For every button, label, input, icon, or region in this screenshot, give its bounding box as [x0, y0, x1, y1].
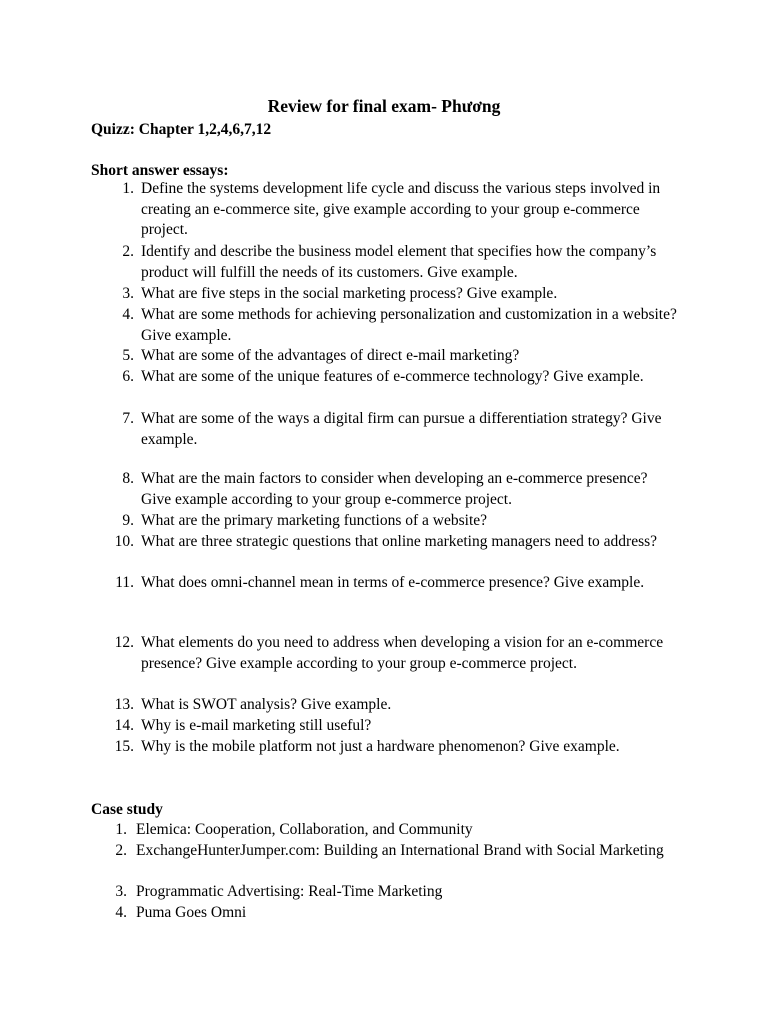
- list-item-number: 3.: [115, 883, 127, 900]
- quiz-chapters: Quizz: Chapter 1,2,4,6,7,12: [91, 121, 272, 138]
- list-item-number: 4.: [115, 904, 127, 921]
- list-item-text: What is SWOT analysis? Give example.: [141, 696, 392, 713]
- list-item-text: What does omni-channel mean in terms of e-commerce presence? Give example.: [141, 574, 645, 591]
- list-item-text: ExchangeHunterJumper.com: Building an International Brand with Social Marketing: [136, 842, 664, 859]
- list-item-number: 13.: [114, 696, 134, 713]
- list-item-text: What are five steps in the social marketing process? Give example.: [141, 285, 558, 302]
- list-item-text: What are some methods for achieving personalization and customization in a website? Give example.: [141, 306, 677, 344]
- list-item-text: What are some of the ways a digital firm can pursue a differentiation strategy? Give example.: [141, 410, 662, 448]
- list-item-text: What are three strategic questions that online marketing managers need to address?: [141, 533, 658, 550]
- list-item-number: 6.: [122, 368, 134, 385]
- list-item-number: 3.: [122, 285, 134, 302]
- list-item-number: 5.: [122, 347, 134, 364]
- list-item-number: 12.: [114, 634, 134, 651]
- list-item-text: Why is e-mail marketing still useful?: [141, 717, 372, 734]
- list-item-number: 14.: [114, 717, 134, 734]
- list-item-text: What are the primary marketing functions of a website?: [141, 512, 488, 529]
- list-item-number: 10.: [114, 533, 134, 550]
- list-item-number: 4.: [122, 306, 134, 323]
- list-item-number: 1.: [115, 821, 127, 838]
- case-study-heading: Case study: [91, 801, 163, 818]
- list-item-number: 7.: [122, 410, 134, 427]
- list-item-number: 2.: [115, 842, 127, 859]
- list-item-number: 9.: [122, 512, 134, 529]
- list-item-text: Programmatic Advertising: Real-Time Marketing: [136, 883, 443, 900]
- list-item-text: Elemica: Cooperation, Collaboration, and Community: [136, 821, 473, 838]
- list-item-number: 15.: [114, 738, 134, 755]
- list-item-number: 1.: [122, 180, 134, 197]
- list-item-text: What are some of the advantages of direct e-mail marketing?: [141, 347, 520, 364]
- list-item-text: Puma Goes Omni: [136, 904, 247, 921]
- list-item-text: What are the main factors to consider when developing an e-commerce presence? Give example according to your group e-commerce project.: [141, 470, 648, 508]
- short-answer-heading: Short answer essays:: [91, 162, 229, 179]
- list-item-number: 11.: [115, 574, 134, 591]
- list-item-text: Identify and describe the business model element that specifies how the company’s product will fulfill the needs of its customers. Give example.: [141, 243, 657, 281]
- list-item-text: What elements do you need to address when developing a vision for an e-commerce presence? Give example according to your group e-commerce project.: [141, 634, 664, 672]
- list-item-text: What are some of the unique features of e-commerce technology? Give example.: [141, 368, 644, 385]
- list-item-number: 2.: [122, 243, 134, 260]
- list-item-text: Define the systems development life cycle and discuss the various steps involved in creating an e-commerce site, give example according to your group e-commerce project.: [141, 180, 661, 239]
- list-item-text: Why is the mobile platform not just a hardware phenomenon? Give example.: [141, 738, 620, 755]
- list-item-number: 8.: [122, 470, 134, 487]
- document-title: Review for final exam- Phương: [267, 96, 501, 116]
